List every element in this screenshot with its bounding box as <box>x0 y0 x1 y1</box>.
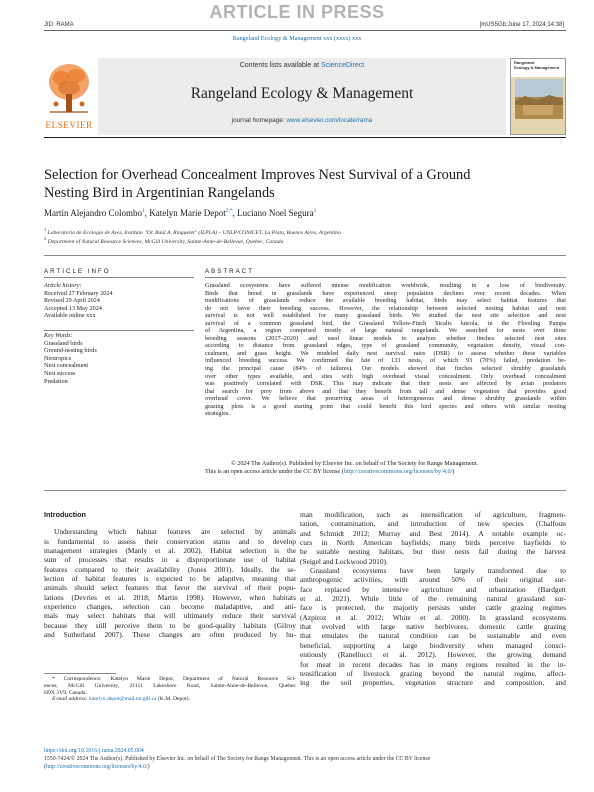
author-name[interactable]: Luciano Noel Segura <box>237 208 314 218</box>
license-line: (http://creativecommons.org/licenses/by/4.0/) <box>44 764 150 770</box>
body-line: curs in North American hayfields; many birds perceive hayfields to <box>300 538 566 548</box>
body-line: (Azpiroz et al. 2012; White et al. 2000). In grassland ecosystems <box>300 612 566 622</box>
keyword: Nest concealment <box>44 362 89 370</box>
author-name[interactable]: Katelyn Marie Depot <box>149 208 226 218</box>
abstract-line: strategies. <box>205 410 230 418</box>
sciencedirect-link[interactable]: ScienceDirect <box>321 62 365 69</box>
body-line: Understanding which habitat features are selected by animals <box>54 527 296 537</box>
introduction-heading: Introduction <box>44 510 86 519</box>
abstract-line: cealment, and grass height. We modeled daily nest survival rates (DSR) to assess whether these variables <box>205 349 566 357</box>
keyword: Predation <box>44 377 68 385</box>
abstract-line: of Argentina, a region comprised mostly of large natural rangelands. We searched for nests over three <box>205 327 566 335</box>
footnote-line: H9X 3V9, Canada. <box>44 689 87 696</box>
body-line: animals should select features that favor the survival of their popu- <box>44 583 296 593</box>
abstract-line: survival of a common grassland bird, the Grassland Yellow-Finch Sicalis luteola, in the Flooding Pampa <box>205 319 566 327</box>
abstract-text <box>205 282 566 418</box>
cover-photo <box>515 79 563 119</box>
cover-title: Rangeland Ecology & Management <box>514 60 560 70</box>
body-line: ing the soil properties, vegetation structure and composition, and <box>300 678 566 688</box>
title-line-1: Selection for Overhead Concealment Improves Nest Survival of a Ground <box>44 167 471 183</box>
body-line: anthropogenic activities, with around 50% of their original sur- <box>300 575 566 585</box>
journal-citation[interactable]: Rangeland Ecology & Management xxx (xxxx) xxx <box>232 35 362 42</box>
title-line-2: Nesting Bird in Argentinian Rangelands <box>44 185 275 201</box>
body-line: for meat in recent decades has in many regions resulted in the in- <box>300 659 566 669</box>
abstract-line: that search for prey from above and that they benefit from tall and dense vegetation that provides good <box>205 387 566 395</box>
abstract-line: Grassland ecosystems have suffered intense modification worldwide, resulting in a loss of biodiversity. <box>205 282 566 289</box>
affiliation-2: $^2$ Department of Natural Resource Sciences, McGill University, Sainte-Anne-de-Bellevue, Quebec, Canada <box>44 236 284 245</box>
body-line: face replaced by intensive agriculture and urbanization (Bardgett <box>300 584 566 594</box>
article-in-press-banner <box>0 0 594 22</box>
article-title <box>44 166 544 202</box>
body-line: and Sutherland 2007). These changes are often produced by hu- <box>44 630 296 640</box>
body-line: experience changes, selection can become maladaptive, and ani- <box>44 602 296 612</box>
abstract-line: ing the principal cause (84% of failures). Our models showed that finches selected shrubby grasslands <box>205 365 566 373</box>
body-line: features compared to their availability (Jones 2001). Ideally, the se- <box>44 564 296 574</box>
body-line: lection of habitat features is expected to be adaptive, meaning that <box>44 574 296 584</box>
publisher-name: ELSEVIER <box>45 121 93 131</box>
abstract-line: according to distance from grassland edges, type of grassland community, vegetation density, visual con- <box>205 342 566 350</box>
history-label: Article history: <box>44 282 82 289</box>
info-divider <box>44 330 194 331</box>
body-line: lations (Devries et al. 2018; Martin 1998). However, when habitats <box>44 592 296 602</box>
author-affil-marker[interactable]: 2,* <box>225 208 233 214</box>
footnote-rule <box>44 673 116 674</box>
elsevier-logo[interactable] <box>44 58 94 135</box>
homepage-link[interactable]: www.elsevier.com/locate/rama <box>286 117 373 124</box>
homepage-prefix: journal homepage: <box>231 117 287 124</box>
body-line: management strategies (Manly et al. 2002). Habitat selection is the <box>44 546 296 556</box>
journal-banner <box>98 58 506 135</box>
affiliation-1: $^1$ Laboratorio de Ecología de Aves, Instituto "Dr. Raúl A. Ringuelet" (ILPLA) – UNLP/CONICET, La Plata, Buenos Aires, Argentina <box>44 227 341 236</box>
journal-id: JID: RAMA <box>44 22 74 28</box>
body-line: is fundamental to assess their conservation status and to develop <box>44 536 296 546</box>
abstract-line: do not favor their breeding success. However, the relationship between selected nesting habitat and nest <box>205 304 566 312</box>
abstract-line: overhead cover. We believe that preserving areas of heterogeneous and dense shrubby grasslands within <box>205 395 566 403</box>
author-affil-marker[interactable]: 1 <box>142 208 145 214</box>
copyright-line-1: © 2024 The Author(s). Published by Elsevier Inc. on behalf of The Society for Range Management. <box>231 460 479 467</box>
footnote-line: ences, McGill University, 21111 Lakeshore Road, Sainte-Anne-de-Bellevue, Quebec <box>44 682 296 689</box>
author-list: Martín Alejandro Colombo$^1$, Katelyn Marie Depot$^{2,*}$, Luciano Noel Segura$^1$ <box>44 208 317 218</box>
abstract-line: Birds that breed in grasslands have experienced steep population declines over recent decades. When <box>205 289 566 297</box>
banner-text: ARTICLE IN PRESS <box>209 2 385 22</box>
author-affil-marker[interactable]: 1 <box>313 208 317 214</box>
footnote-line: * Correspondence: Katelyn Marie Depot, Department of Natural Resource Sci- <box>52 676 296 682</box>
body-line: entiously (Ranellucci et al. 2012). However, the growing demand <box>300 650 566 660</box>
abstract-line: survival is not well established for many grassland birds. We studied the nest site selection and nest <box>205 312 566 320</box>
abstract-line: influenced breeding success. We confirmed the fate of 133 nests, of which 93 (70%) failed, predation be- <box>205 357 566 365</box>
keyword: Ground-nesting birds <box>44 347 97 355</box>
keyword: Grassland birds <box>44 339 83 347</box>
body-line: Grassland ecosystems have been largely transformed due to <box>310 566 566 576</box>
body-column-left <box>44 510 296 639</box>
body-line: mals may select habitats that will ultimately reduce their survival <box>44 611 296 621</box>
top-rule <box>44 30 566 31</box>
info-heading-rule <box>44 277 194 278</box>
journal-title[interactable]: Rangeland Ecology & Management <box>190 85 414 102</box>
body-line: (Seigel and Lockwood 2010). <box>300 556 388 566</box>
journal-homepage <box>98 117 506 124</box>
abstract-heading: ABSTRACT <box>205 268 255 275</box>
accepted-date: Accepted 13 May 2024 <box>44 304 102 312</box>
received-date: Received 27 February 2024 <box>44 289 113 297</box>
journal-cover-thumbnail[interactable] <box>510 58 566 135</box>
email-link[interactable]: katelyn.depot@mail.mcgill.ca <box>89 696 157 703</box>
keyword: Nest success <box>44 369 76 377</box>
issn-line: 1550-7424/© 2024 The Author(s). Published by Elsevier Inc. on behalf of The Society for Range Management. This is an open access article under the CC BY license <box>44 756 431 762</box>
body-line: beneficial, supporting a large biodiversity when managed consci- <box>300 640 566 650</box>
copyright-notice <box>205 460 566 475</box>
build-meta: [mUS5Gb;June 17, 2024;14:38] <box>479 22 564 28</box>
abstract-line: over other types available, and sites with high overhead visual concealment. Only overhead concealment <box>205 372 566 380</box>
body-line: sum of processes that results in a disproportionate use of habitat <box>44 555 296 565</box>
abstract-line: modifications of grasslands reduce the available breeding habitat, birds may select habitat features that <box>205 297 566 305</box>
revised-date: Revised 29 April 2024 <box>44 297 100 305</box>
abstract-line: was positively correlated with DSR. This may indicate that their nests are affected by avian predators <box>205 380 566 388</box>
body-line: and Schmidt 2012; Murray and Best 2014). A notable example oc- <box>300 528 566 538</box>
abstract-line: breeding seasons (2017–2020) and used linear models to analyze whether finches selected nest sites <box>205 334 566 342</box>
body-line: et al. 2021). While little of the remaining natural grassland sur- <box>300 594 566 604</box>
cc-license-link[interactable]: http://creativecommons.org/licenses/by/4.0/ <box>343 467 453 475</box>
email-line: E-mail address: katelyn.depot@mail.mcgill.ca (K.M. Depot). <box>52 696 190 703</box>
contents-line <box>98 62 506 69</box>
body-line: that evolved with large native herbivores, domestic cattle grazing <box>300 622 566 632</box>
correspondence-footnote <box>44 676 296 703</box>
masthead-rule <box>44 137 566 138</box>
author-name[interactable]: Martín Alejandro Colombo <box>44 208 142 218</box>
body-line: man modification, such as intensification of agriculture, fragmen- <box>300 510 566 519</box>
keyword: Neotropics <box>44 354 72 362</box>
doi-link[interactable]: https://doi.org/10.1016/j.rama.2024.05.004 <box>44 748 144 754</box>
copyright-line-2: This is an open access article under the CC BY license (http://creativecommons.org/licenses/by/4.0/) <box>205 467 455 475</box>
body-line: face is protected, the majority persists under cattle grazing regimes <box>300 603 566 613</box>
abstract-rule <box>44 490 566 491</box>
abstract-line: grazing plots is a good starting point that could benefit this bird species and others with similar nesting <box>205 402 566 410</box>
body-line: that emulates the natural condition can be sustainable and even <box>300 631 566 641</box>
affiliation-rule <box>44 255 566 256</box>
body-line: tation, contamination, and introduction of new species (Chalfoun <box>300 519 566 529</box>
body-column-right <box>300 510 566 688</box>
body-line: be suitable nesting habitats, but their nests fail during the harvest <box>300 547 566 557</box>
article-info <box>44 282 194 385</box>
article-info-heading: ARTICLE INFO <box>44 268 111 275</box>
abstract-heading-rule <box>205 277 566 278</box>
online-date: Available online xxx <box>44 312 96 320</box>
license-link[interactable]: http://creativecommons.org/licenses/by/4.0/ <box>45 764 148 770</box>
body-line: because they still perceive them to be good-quality habitats (Gilroy <box>44 620 296 630</box>
elsevier-tree-icon <box>44 58 94 118</box>
body-line: tensification of livestock grazing beyond the natural regime, affect- <box>300 668 566 678</box>
masthead <box>44 58 566 135</box>
keywords-label: Key Words: <box>44 331 73 339</box>
contents-prefix: Contents lists available at <box>239 62 322 69</box>
